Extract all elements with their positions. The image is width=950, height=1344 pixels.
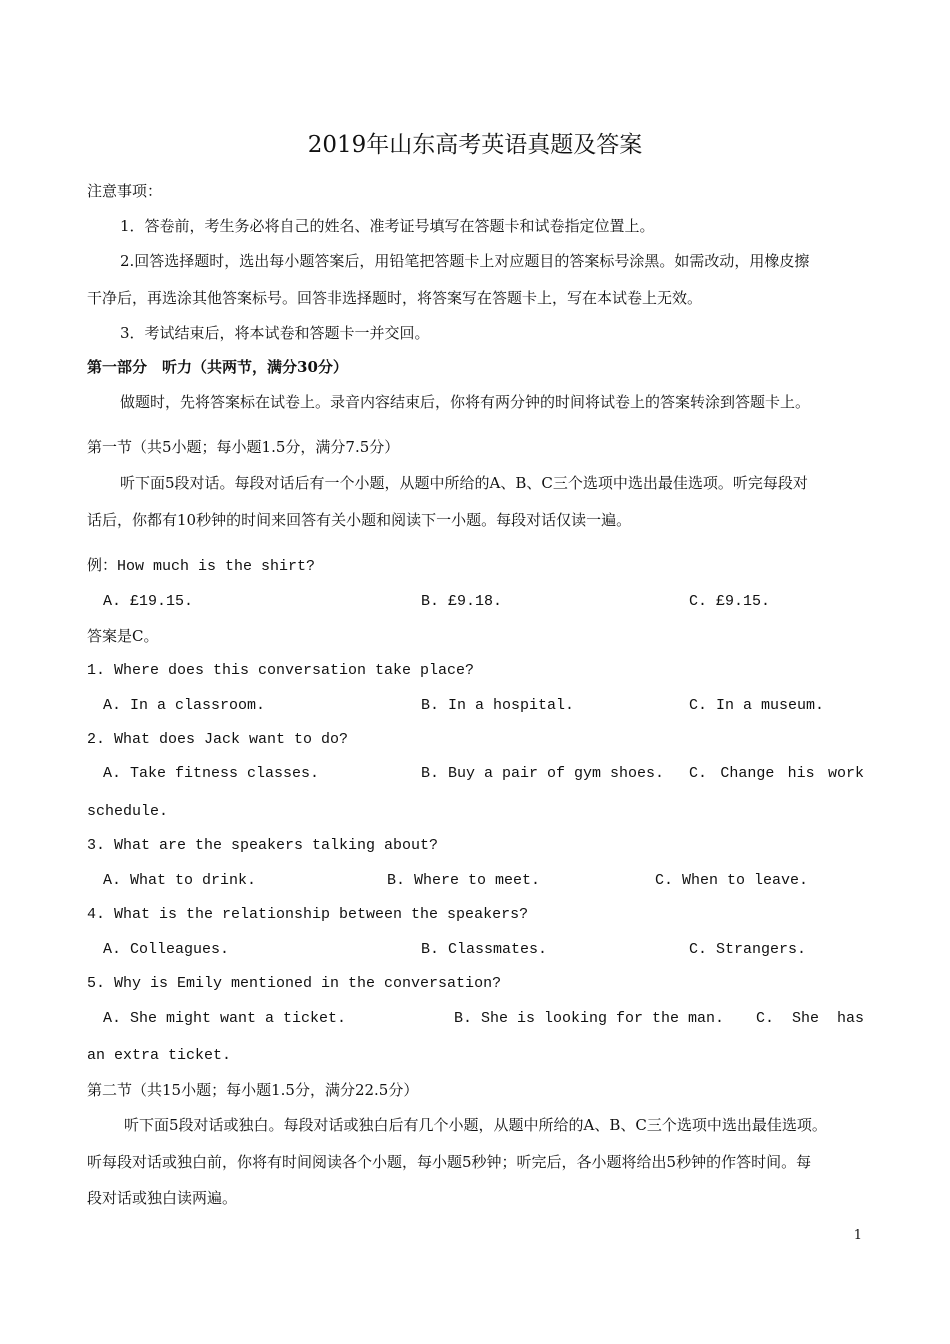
question-5: 5. Why is Emily mentioned in the conversation? xyxy=(87,975,502,992)
question-3-option-a: A. What to drink. xyxy=(103,872,257,889)
question-4: 4. What is the relationship between the speakers? xyxy=(87,906,529,923)
example-option-c: C. £9.15. xyxy=(689,593,771,610)
question-5-option-c-continued: an extra ticket. xyxy=(87,1047,232,1064)
question-5-option-c xyxy=(756,1009,864,1029)
page-number: 1 xyxy=(853,1228,862,1243)
question-2-option-c-word: work xyxy=(827,765,864,782)
notes-item-1: 1．答卷前，考生务必将自己的姓名、准考证号填写在答题卡和试卷指定位置上。 xyxy=(120,217,655,235)
question-1-option-c: C. In a museum. xyxy=(689,697,825,714)
question-2-option-a: A. Take fitness classes. xyxy=(103,765,320,782)
example-option-a: A. £19.15. xyxy=(103,593,194,610)
section2-instruction-line-2: 听每段对话或独白前，你将有时间阅读各个小题，每小题5秒钟；听完后，各小题将给出5秒钟的作答时间。每 xyxy=(87,1153,812,1171)
part1-instruction: 做题时，先将答案标在试卷上。录音内容结束后，你将有两分钟的时间将试卷上的答案转涂到答题卡上。 xyxy=(120,393,811,411)
question-2-option-c-continued: schedule. xyxy=(87,803,169,820)
question-1: 1. Where does this conversation take place? xyxy=(87,662,475,679)
question-2-option-c-word: C. xyxy=(689,765,708,782)
question-3-option-c: C. When to leave. xyxy=(655,872,809,889)
question-2-option-b: B. Buy a pair of gym shoes. xyxy=(421,765,665,782)
page-title: 2019年山东高考英语真题及答案 xyxy=(307,132,643,158)
notes-item-2-line-2: 干净后，再选涂其他答案标号。回答非选择题时，将答案写在答题卡上，写在本试卷上无效。 xyxy=(87,289,703,307)
example-option-b: B. £9.18. xyxy=(421,593,503,610)
section1-instruction-line-2: 话后，你都有10秒钟的时间来回答有关小题和阅读下一小题。每段对话仅读一遍。 xyxy=(87,511,632,529)
question-2-option-c-word: Change xyxy=(720,765,775,782)
question-1-option-b: B. In a hospital. xyxy=(421,697,575,714)
section1-heading: 第一节（共5小题；每小题1.5分，满分7.5分） xyxy=(87,438,400,456)
question-4-option-c: C. Strangers. xyxy=(689,941,807,958)
question-4-option-b: B. Classmates. xyxy=(421,941,548,958)
question-5-option-a: A. She might want a ticket. xyxy=(103,1010,347,1027)
question-2-option-c-word: his xyxy=(787,765,815,782)
section2-instruction-line-3: 段对话或独白读两遍。 xyxy=(87,1189,238,1207)
part1-heading: 第一部分 听力（共两节，满分30分） xyxy=(87,358,348,376)
question-5-option-c-word: She xyxy=(791,1010,819,1027)
notes-item-3: 3．考试结束后，将本试卷和答题卡一并交回。 xyxy=(120,324,430,342)
question-5-option-b: B. She is looking for the man. xyxy=(454,1010,725,1027)
question-5-option-c-word: has xyxy=(836,1010,864,1027)
question-3: 3. What are the speakers talking about? xyxy=(87,837,439,854)
section2-heading: 第二节（共15小题；每小题1.5分，满分22.5分） xyxy=(87,1081,419,1099)
section1-instruction-line-1: 听下面5段对话。每段对话后有一个小题，从题中所给的A、B、C三个选项中选出最佳选项。听完每段对 xyxy=(120,474,808,492)
example-answer: 答案是C。 xyxy=(87,627,159,645)
section2-instruction-line-1: 听下面5段对话或独白。每段对话或独白后有几个小题，从题中所给的A、B、C三个选项中选出最佳选项。 xyxy=(124,1116,827,1134)
question-4-option-a: A. Colleagues. xyxy=(103,941,230,958)
question-2-option-c xyxy=(689,764,864,784)
example-question: 例：How much is the shirt? xyxy=(87,558,316,575)
question-3-option-b: B. Where to meet. xyxy=(387,872,541,889)
notes-heading: 注意事项： xyxy=(87,182,163,200)
notes-item-2-line-1: 2.回答选择题时，选出每小题答案后，用铅笔把答题卡上对应题目的答案标号涂黑。如需改动，用橡皮擦 xyxy=(120,252,810,270)
question-2: 2. What does Jack want to do? xyxy=(87,731,349,748)
question-1-option-a: A. In a classroom. xyxy=(103,697,266,714)
question-5-option-c-word: C. xyxy=(756,1010,775,1027)
